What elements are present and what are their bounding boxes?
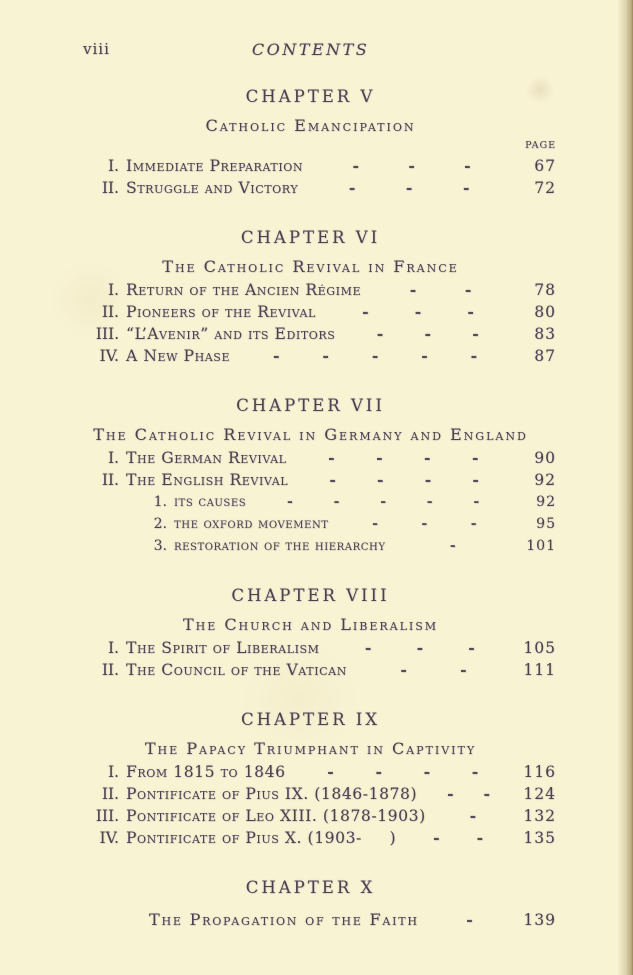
entry-title: The Council of the Vatican	[126, 661, 347, 679]
entry-list	[65, 761, 556, 849]
entry-leader-dashes	[316, 301, 520, 323]
entry-leader-dashes	[246, 491, 520, 513]
leader-dash: -	[421, 516, 428, 532]
leader-dash: -	[469, 806, 477, 825]
entry-page-number: 101	[526, 538, 556, 554]
entry-title: From 1815 to 1846	[126, 763, 286, 781]
entry-title: Pioneers of the Revival	[126, 303, 316, 321]
toc-entry	[65, 447, 556, 469]
toc-content	[65, 0, 556, 931]
leader-dash: -	[414, 302, 422, 321]
entry-page-number: 105	[523, 639, 556, 657]
leader-dash: -	[472, 448, 479, 467]
toc-subentry	[113, 513, 556, 535]
leader-dash: -	[380, 494, 387, 510]
entry-page-number: 80	[534, 303, 556, 321]
entry-numeral: III.	[95, 807, 119, 825]
leader-dash: -	[424, 448, 431, 467]
leader-dash: -	[416, 638, 423, 657]
leader-dash: -	[473, 494, 480, 510]
folio-number: viii	[83, 40, 110, 58]
entry-list	[65, 447, 556, 557]
leader-dash: -	[433, 828, 440, 847]
chapter-heading: CHAPTER X	[245, 878, 376, 897]
leader-dash: -	[421, 346, 428, 365]
entry-numeral: 1.	[153, 494, 167, 510]
leader-dash: -	[449, 538, 456, 554]
entry-title: Pontificate of Leo XIII. (1878-1903)	[126, 807, 426, 825]
toc-subentry	[113, 535, 556, 557]
entry-numeral: 2.	[153, 516, 167, 532]
entry-list	[65, 155, 556, 199]
toc-entry	[65, 301, 556, 323]
entry-numeral: II.	[101, 785, 119, 803]
entry-numeral: III.	[95, 325, 119, 343]
leader-dash: -	[322, 346, 329, 365]
entry-title: The Propagation of the Faith	[149, 910, 419, 929]
toc-entry	[65, 805, 556, 827]
leader-dash: -	[372, 516, 378, 532]
leader-dash: -	[476, 828, 484, 847]
leader-dash: -	[328, 448, 335, 467]
entry-leader-dashes	[347, 659, 520, 681]
leader-dash: -	[468, 638, 475, 657]
toc-subentry	[113, 491, 556, 513]
entry-title: restoration of the hierarchy	[174, 538, 386, 554]
toc-entry	[65, 659, 556, 681]
chapter-section-viii	[65, 586, 556, 681]
entry-page-number: 90	[534, 449, 556, 467]
entry-numeral: I.	[107, 449, 119, 467]
leader-dash: -	[405, 178, 413, 197]
entry-list	[65, 637, 556, 681]
entry-leader-dashes	[426, 805, 520, 827]
entry-numeral: II.	[101, 303, 119, 321]
chapter-subtitle: The Catholic Revival in France	[162, 257, 459, 276]
leader-dash: -	[376, 324, 384, 343]
entry-numeral: II.	[101, 179, 119, 197]
entry-numeral: IV.	[99, 829, 119, 847]
leader-dash: -	[466, 910, 473, 929]
leader-dash: -	[362, 302, 369, 321]
leader-dash: -	[327, 762, 334, 781]
entry-title: Immediate Preparation	[126, 157, 304, 175]
leader-dash: -	[375, 762, 382, 781]
entry-leader-dashes	[329, 513, 520, 535]
entry-title: The German Revival	[126, 449, 287, 467]
toc-entry	[149, 909, 556, 931]
entry-numeral: II.	[101, 661, 119, 679]
leader-dash: -	[376, 448, 383, 467]
chapter-section-vii	[65, 396, 556, 557]
entry-title: the oxford movement	[174, 516, 329, 532]
running-head: CONTENTS	[251, 40, 370, 59]
chapter-subtitle: The Papacy Triumphant in Captivity	[144, 739, 477, 758]
leader-dash: -	[400, 660, 407, 679]
leader-dash: -	[329, 470, 336, 489]
toc-entry	[65, 279, 556, 301]
leader-dash: -	[464, 280, 472, 299]
page-column-label: PAGE	[525, 140, 556, 151]
entry-numeral: I.	[107, 763, 119, 781]
chapter-section-vi	[65, 228, 556, 367]
entry-page-number: 95	[536, 516, 556, 532]
chapter-subtitle: Catholic Emancipation	[205, 116, 416, 135]
leader-dash: -	[273, 346, 280, 365]
leader-dash: -	[462, 178, 470, 197]
leader-dash: -	[447, 784, 454, 803]
entry-page-number: 87	[534, 347, 556, 365]
entry-page-number: 124	[523, 785, 556, 803]
toc-entry	[65, 761, 556, 783]
entry-title: its causes	[174, 494, 247, 510]
leader-dash: -	[426, 494, 433, 510]
chapter-section-x	[65, 878, 556, 931]
entry-leader-dashes	[386, 535, 520, 557]
entry-page-number: 111	[523, 661, 556, 679]
entry-page-number: 67	[534, 157, 556, 175]
toc-entry	[65, 783, 556, 805]
leader-dash: -	[467, 302, 474, 321]
entry-leader-dashes	[396, 827, 520, 849]
toc-entry	[65, 827, 556, 849]
toc-entry	[65, 345, 556, 367]
leader-dash: -	[352, 156, 359, 175]
entry-title: “L’Avenir” and its Editors	[126, 325, 336, 343]
toc-entry	[65, 155, 556, 177]
entry-page-number: 135	[523, 829, 556, 847]
entry-leader-dashes	[303, 155, 520, 177]
chapter-subtitle: The Catholic Revival in Germany and England	[93, 425, 528, 444]
leader-dash: -	[371, 346, 379, 365]
leader-dash: -	[460, 660, 467, 679]
entry-page-number: 92	[534, 471, 556, 489]
leader-dash: -	[423, 762, 431, 781]
entry-numeral: II.	[101, 471, 119, 489]
entry-leader-dashes	[419, 909, 520, 931]
chapter-heading: CHAPTER VII	[236, 396, 385, 415]
leader-dash: -	[470, 516, 477, 532]
entry-title: Return of the Ancien Régime	[126, 281, 362, 299]
leader-dash: -	[348, 178, 356, 197]
leader-dash: -	[464, 156, 471, 175]
entry-leader-dashes	[287, 447, 520, 469]
leader-dash: -	[333, 494, 340, 510]
entry-leader-dashes	[230, 345, 520, 367]
chapter-heading: CHAPTER VI	[240, 228, 381, 247]
entry-leader-dashes	[298, 177, 520, 199]
entry-title: Pontificate of Pius X. (1903- )	[126, 829, 397, 847]
entry-leader-dashes	[320, 637, 520, 659]
leader-dash: -	[377, 470, 384, 489]
entry-leader-dashes	[286, 761, 520, 783]
entry-list	[65, 279, 556, 367]
leader-dash: -	[287, 494, 293, 510]
chapter-subtitle: The Church and Liberalism	[182, 615, 439, 634]
entry-page-number: 132	[523, 807, 556, 825]
toc-entry	[65, 323, 556, 345]
entry-title: The English Revival	[126, 471, 289, 489]
entry-page-number: 72	[534, 179, 556, 197]
page-header	[65, 40, 556, 58]
entry-numeral: IV.	[99, 347, 119, 365]
entry-leader-dashes	[417, 783, 520, 805]
leader-dash: -	[470, 346, 478, 365]
entry-numeral: I.	[107, 639, 119, 657]
leader-dash: -	[472, 324, 479, 343]
leader-dash: -	[471, 762, 479, 781]
entry-page-number: 78	[534, 281, 556, 299]
entry-leader-dashes	[288, 469, 520, 491]
entry-page-number: 83	[534, 325, 556, 343]
leader-dash: -	[424, 324, 431, 343]
leader-dash: -	[364, 638, 372, 657]
entry-numeral: I.	[107, 281, 119, 299]
entry-page-number: 116	[523, 763, 556, 781]
entry-page-number: 139	[523, 911, 556, 929]
entry-page-number: 92	[536, 494, 556, 510]
leader-dash: -	[408, 156, 415, 175]
leader-dash: -	[424, 470, 432, 489]
toc-entry	[65, 637, 556, 659]
entry-leader-dashes	[361, 279, 520, 301]
entry-title: Struggle and Victory	[126, 179, 299, 197]
entry-title: A New Phase	[126, 347, 231, 365]
entry-numeral: 3.	[153, 538, 167, 554]
entry-numeral: I.	[107, 157, 119, 175]
toc-entry	[65, 469, 556, 491]
chapter-section-ix	[65, 710, 556, 849]
entry-leader-dashes	[335, 323, 520, 345]
chapter-heading: CHAPTER V	[245, 87, 376, 106]
entry-title: Pontificate of Pius IX. (1846-1878)	[126, 785, 418, 803]
chapter-heading: CHAPTER VIII	[231, 586, 390, 605]
leader-dash: -	[472, 470, 479, 489]
leader-dash: -	[483, 784, 490, 803]
toc-entry	[65, 177, 556, 199]
entry-title: The Spirit of Liberalism	[126, 639, 320, 657]
chapter-section-v	[65, 87, 556, 199]
leader-dash: -	[409, 280, 417, 299]
chapter-heading: CHAPTER IX	[240, 710, 380, 729]
